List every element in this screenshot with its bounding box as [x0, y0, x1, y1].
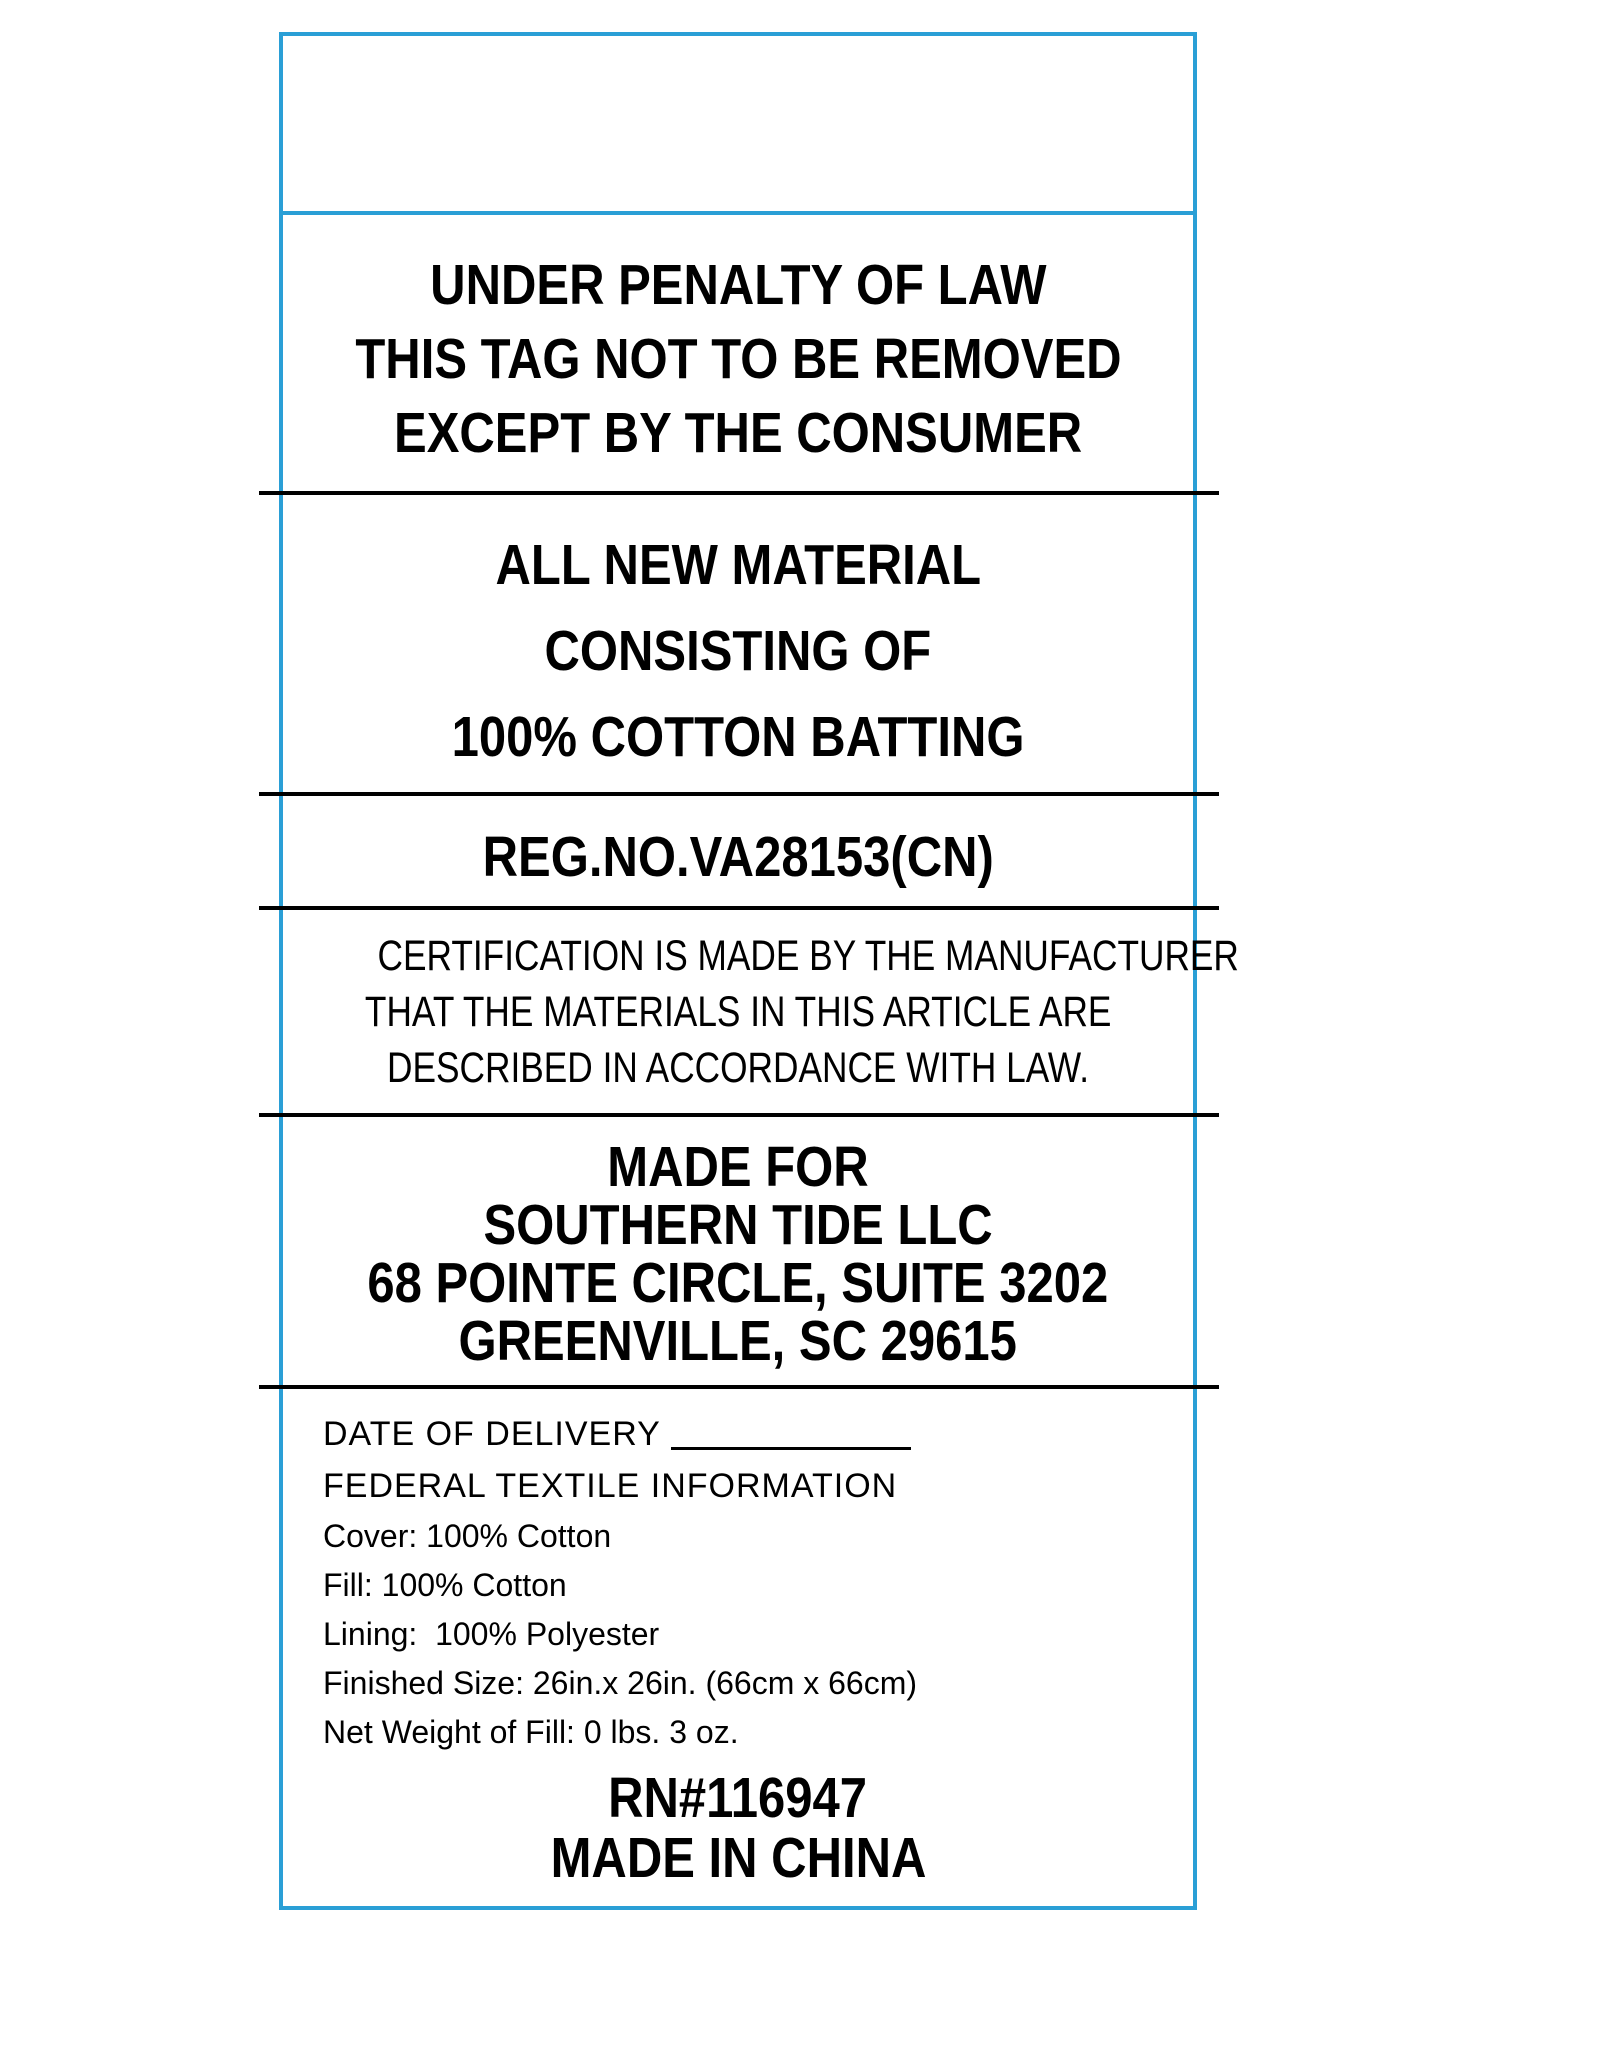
date-of-delivery-blank [671, 1417, 911, 1450]
made-for-line: SOUTHERN TIDE LLC [483, 1193, 993, 1257]
section-divider [259, 792, 1219, 796]
law-notice-line: EXCEPT BY THE CONSUMER [393, 401, 1083, 465]
certification-line: DESCRIBED IN ACCORDANCE WITH LAW. [386, 1044, 1090, 1092]
section-divider [259, 1113, 1219, 1117]
certification-line: CERTIFICATION IS MADE BY THE MANUFACTURER [377, 932, 1239, 980]
law-notice [283, 248, 1193, 470]
section-divider [259, 906, 1219, 910]
footer [283, 1768, 1193, 1888]
made-for-line: MADE FOR [607, 1135, 869, 1199]
cover-content: Cover: 100% Cotton [323, 1518, 612, 1554]
registration-text: REG.NO.VA28153(CN) [482, 825, 994, 889]
rn-number: RN#116947 [608, 1766, 868, 1830]
federal-textile-heading: FEDERAL TEXTILE INFORMATION [323, 1467, 898, 1505]
net-weight: Net Weight of Fill: 0 lbs. 3 oz. [323, 1714, 739, 1750]
section-divider [259, 491, 1219, 495]
date-of-delivery-label: DATE OF DELIVERY [323, 1415, 661, 1453]
made-for-line: GREENVILLE, SC 29615 [458, 1309, 1018, 1373]
fill-content: Fill: 100% Cotton [323, 1567, 567, 1603]
material-line: CONSISTING OF [544, 619, 932, 683]
material-content [283, 522, 1193, 780]
section-divider [259, 1385, 1219, 1389]
country-of-origin: MADE IN CHINA [550, 1826, 926, 1890]
textile-information [323, 1408, 1183, 1757]
material-line: ALL NEW MATERIAL [495, 533, 981, 597]
law-notice-line: UNDER PENALTY OF LAW [429, 253, 1047, 317]
made-for-line: 68 POINTE CIRCLE, SUITE 3202 [367, 1251, 1109, 1315]
registration-number [283, 822, 1193, 892]
material-line: 100% COTTON BATTING [451, 705, 1025, 769]
lining-content: Lining: 100% Polyester [323, 1616, 660, 1652]
law-notice-line: THIS TAG NOT TO BE REMOVED [354, 327, 1122, 391]
certification-statement [283, 928, 1239, 1096]
made-for-address [283, 1135, 1193, 1373]
finished-size: Finished Size: 26in.x 26in. (66cm x 66cm) [323, 1665, 918, 1701]
certification-line: THAT THE MATERIALS IN THIS ARTICLE ARE [364, 988, 1112, 1036]
top-blank-divider [279, 211, 1197, 215]
date-of-delivery-row [323, 1408, 1183, 1460]
